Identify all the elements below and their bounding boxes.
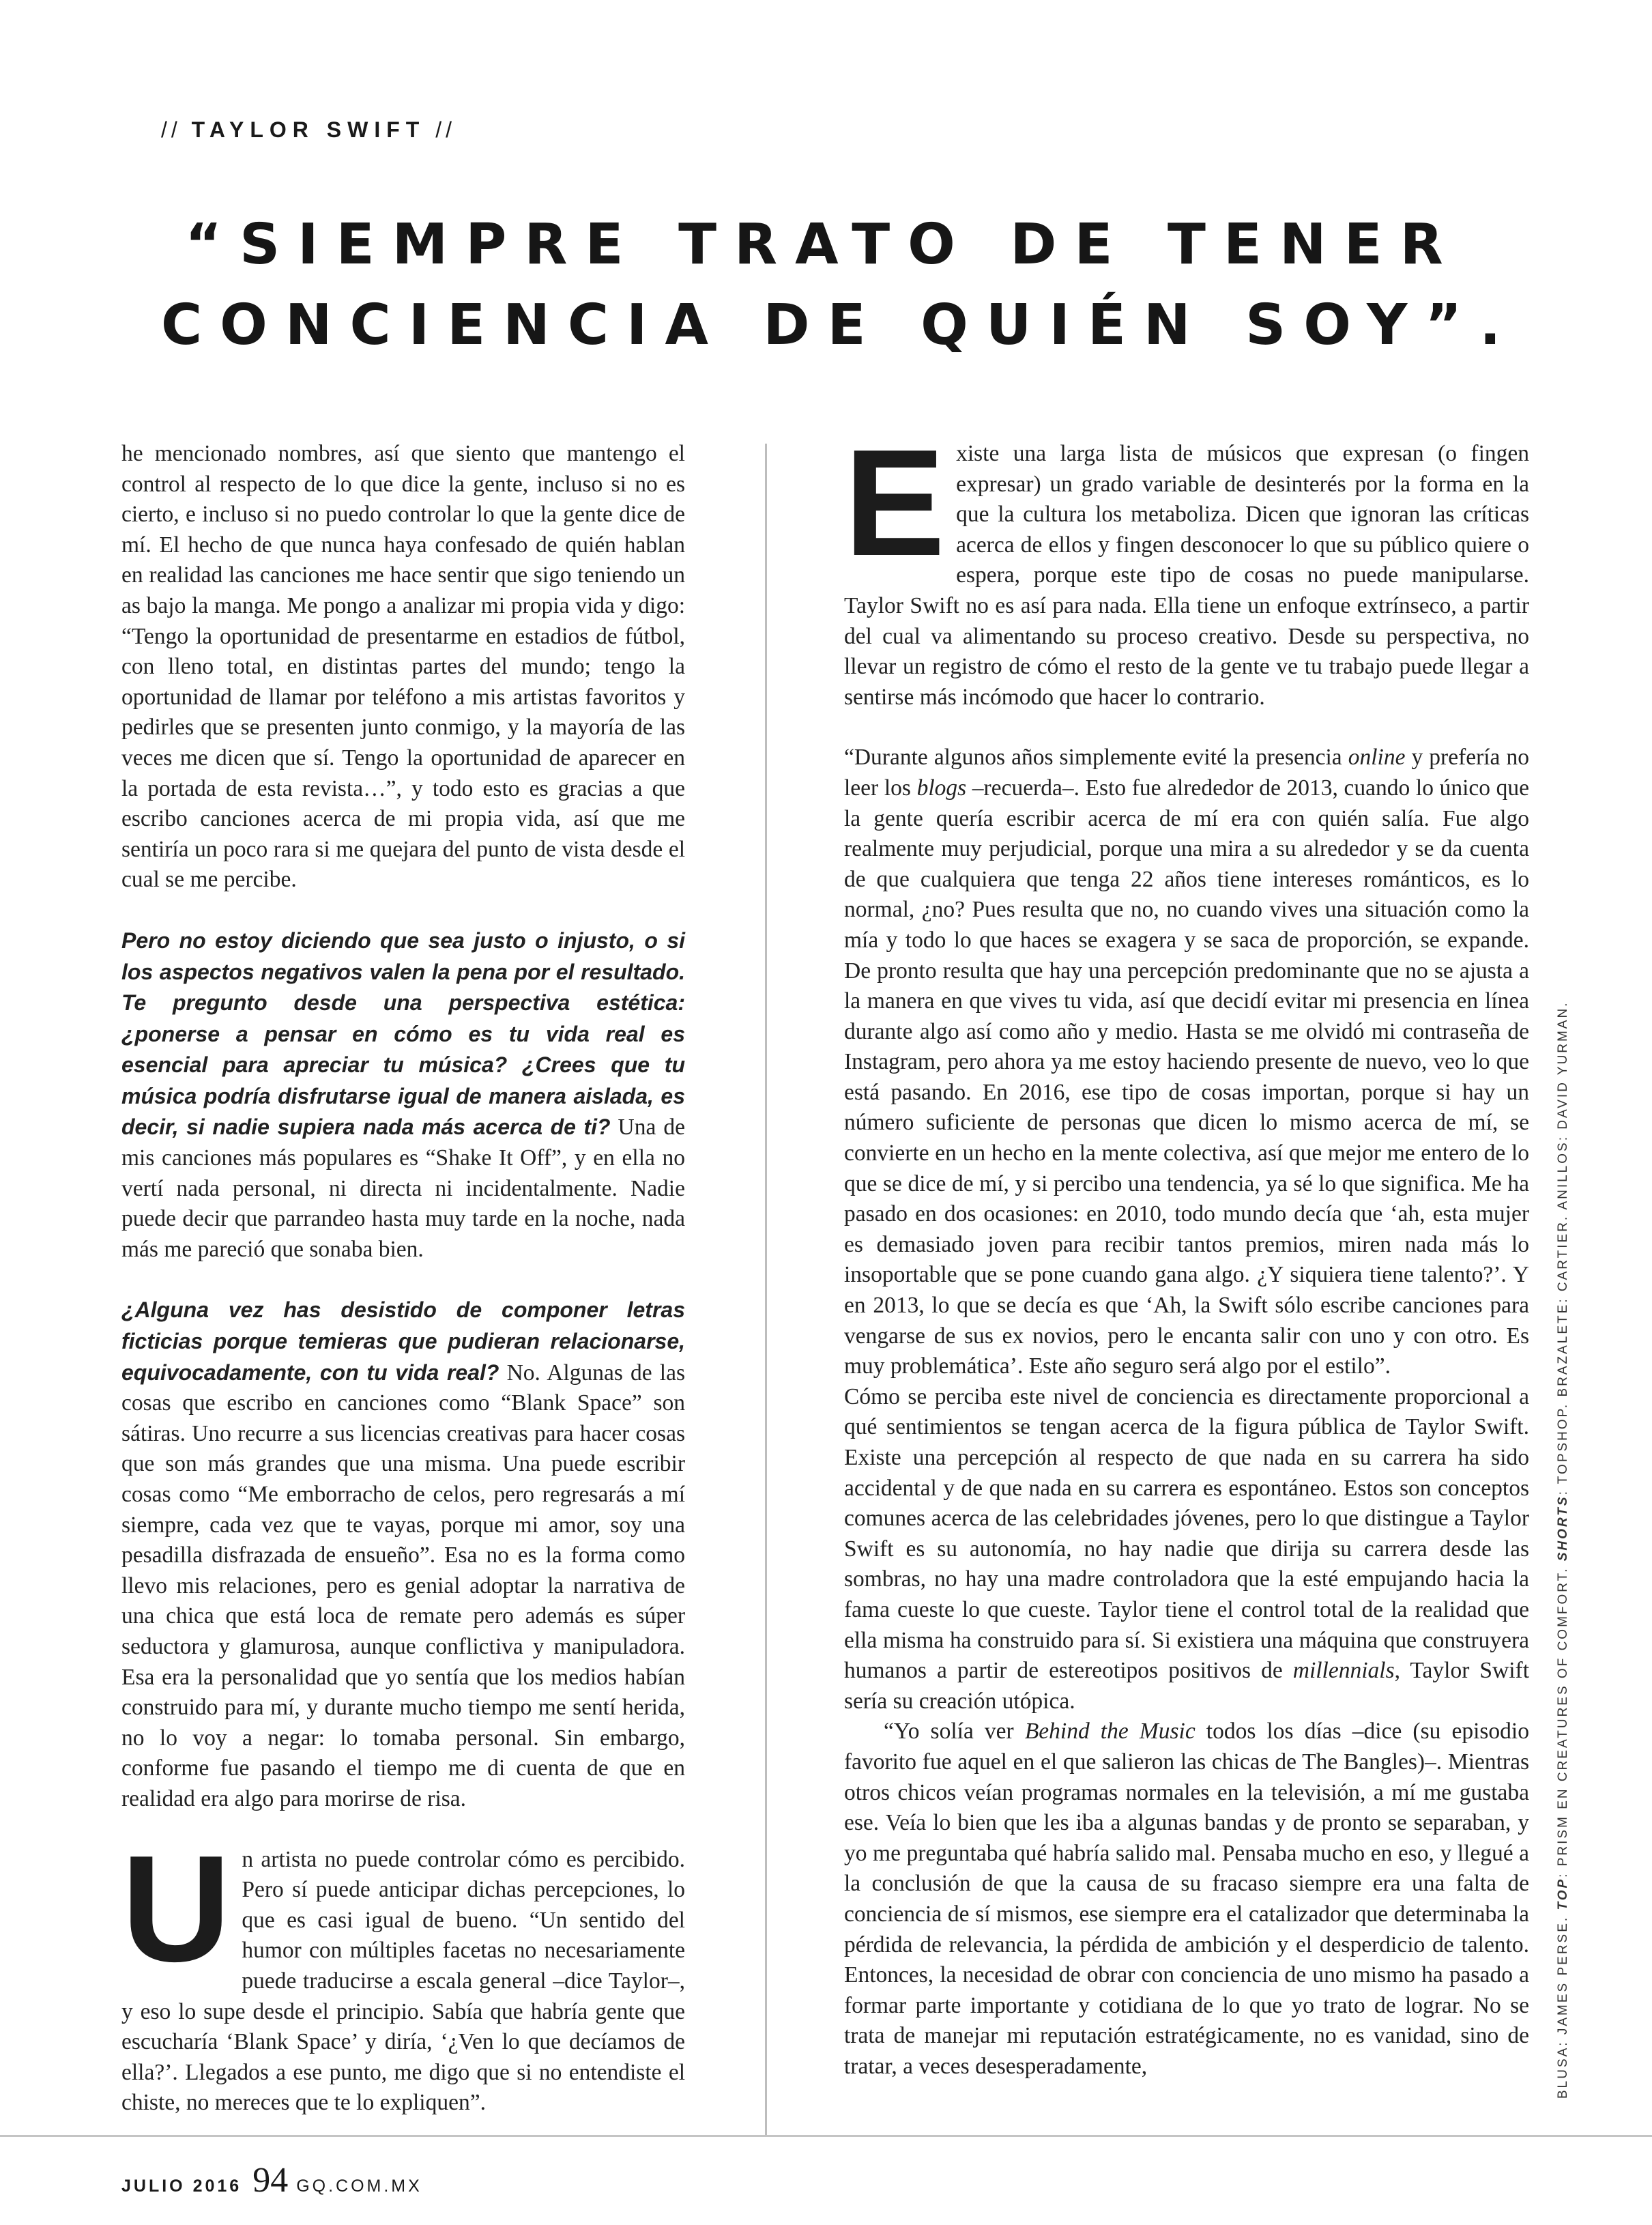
pull-quote-headline bbox=[161, 205, 1519, 366]
website-url: GQ.COM.MX bbox=[296, 2177, 422, 2196]
drop-cap: E bbox=[844, 418, 946, 588]
kicker-slashes-left: // bbox=[161, 117, 192, 142]
left-paragraph-4 bbox=[121, 1824, 685, 2119]
right-paragraph-3 bbox=[844, 1382, 1529, 1717]
text-run: –recuerda–. Esto fue alrededor de 2013, cuando lo único que la gente quería escribir acerca de mí era con quién salía. Fue algo realmente muy perjudicial, porque una mira a su alrededor y se da cuenta de que cualquiera que tenga 22 años tiene intereses románticos, es lo normal, ¿no? Pues resulta que no, no cuando vives una situación como la mía y todo lo que haces se exagera y se saca de proporción, se expande. De pronto resulta que hay una percepción predominante que no se ajusta a la manera en que vives tu vida, así que decidí evitar mi presencia en línea durante algo así como año y medio. Hasta se me olvidó mi contraseña de Instagram, pero ahora ya me estoy haciendo presente de nuevo, veo lo que está pasando. En 2016, ese tipo de cosas importan, porque si hay un número suficiente de personas que dicen lo mismo acerca de mí, se convierte en un hecho en la mente colectiva, así que mejor me entero de lo que se dice de mí, y si percibo una tendencia, ya sé lo que significa. Me ha pasado en dos ocasiones: en 2010, todo mundo decía que ‘ah, esta mujer es demasiado joven para recibir tantos premios, miren nada más lo insoportable que se pone cuando gana algo. ¿Y siquiera tiene talento?’. Y en 2013, lo que se decía es que ‘Ah, la Swift sólo escribe canciones para vengarse de sus ex novios, pero le encanta salir con uno y con otro. Es muy problemática’. Este año seguro será algo por el estilo”. bbox=[844, 775, 1530, 1379]
headline-line-2: CONCIENCIA DE QUIÉN SOY”. bbox=[161, 293, 1519, 358]
page-number: 94 bbox=[252, 2161, 289, 2200]
italic-term: Behind the Music bbox=[1024, 1719, 1195, 1745]
interview-answer: Una de mis canciones más populares es “Shake It Off”, y en ella no vertí nada personal, ni directa ni incidentalmente. Nadie puede decir que parrandeo hasta muy tarde en la noche, nada más me pareció que sonaba bien. bbox=[121, 1115, 686, 1262]
kicker-slashes-right: // bbox=[425, 117, 456, 142]
credit-text: : TOPSHOP. BRAZALETE: CARTIER. ANILLOS: DAVID YURMAN. bbox=[1556, 1001, 1570, 1495]
text-run: “Durante algunos años simplemente evité la presencia bbox=[844, 745, 1348, 771]
left-column bbox=[121, 439, 685, 2119]
right-column bbox=[844, 418, 1530, 2082]
credit-label: SHORTS bbox=[1556, 1495, 1570, 1562]
interview-question: Pero no estoy diciendo que sea justo o injusto, o si los aspectos negativos valen la pena por el resultado. Te pregunto desde una perspectiva estética: ¿ponerse a pensar en cómo es tu vida real es esencial para apreciar tu música? ¿Crees que tu música podría disfrutarse igual de manera aislada, es decir, si nadie supiera nada más acerca de ti? bbox=[121, 928, 685, 1140]
italic-term: millennials bbox=[1292, 1658, 1395, 1684]
section-kicker bbox=[161, 117, 456, 143]
footer-rule bbox=[0, 2135, 1652, 2137]
photo-credits bbox=[1556, 1001, 1571, 2099]
credit-text: BLUSA: JAMES PERSE. bbox=[1556, 1910, 1570, 2099]
text-run: , Taylor Swift sería su creación utópica. bbox=[844, 1658, 1529, 1714]
issue-date: JULIO 2016 bbox=[121, 2177, 242, 2196]
paragraph-text: n artista no puede controlar cómo es percibido. Pero sí puede anticipar dichas percepciones, lo que es casi igual de bueno. “Un sentido del humor con múltiples facetas no necesariamente puede traducirse a escala general –dice Taylor–, y eso lo supe desde el principio. Sabía que habría gente que escucharía ‘Blank Space’ y diría, ‘¿Ven lo que decíamos de ella?’. Llegados a ese punto, me digo que si no entendiste el chiste, no mereces que te lo expliquen”. bbox=[121, 1846, 685, 2116]
page-footer bbox=[121, 2160, 422, 2200]
text-run: “Yo solía ver bbox=[884, 1719, 1025, 1745]
right-paragraph-4 bbox=[844, 1717, 1529, 2082]
left-paragraph-1: he mencionado nombres, así que siento que mantengo el control al respecto de lo que dice la gente, incluso si no es cierto, e incluso si no puedo controlar lo que la gente dice de mí. El hecho de que nunca haya confesado de quién hablan en realidad las canciones me hace sentir que sigo teniendo un as bajo la manga. Me pongo a analizar mi propia vida y digo: “Tengo la oportunidad de presentarme en estadios de fútbol, con lleno total, en distintas partes del mundo; tengo la oportunidad de llamar por teléfono a mis artistas favoritos y pedirles que se presenten junto conmigo, y la mayoría de las veces me dicen que sí. Tengo la oportunidad de aparecer en la portada de esta revista…”, y todo esto es gracias a que escribo canciones acerca de mi propia vida, así que me sentiría un poco rara si me quejara del punto de vista desde el cual se me percibe. bbox=[121, 441, 685, 893]
right-paragraph-1 bbox=[844, 418, 1529, 713]
left-qa-3 bbox=[121, 1295, 685, 1814]
italic-term: blogs bbox=[916, 775, 967, 801]
left-qa-2 bbox=[121, 925, 685, 1265]
credit-label: TOP bbox=[1556, 1877, 1570, 1910]
paragraph-text: xiste una larga lista de músicos que expresan (o fingen expresar) un grado variable de desinterés por la forma en la que la cultura los metaboliza. Dicen que ignoran las críticas acerca de ellos y fingen desconocer lo que su público quiere o espera, porque este tipo de cosas no puede manipularse. Taylor Swift no es así para nada. Ella tiene un enfoque extrínseco, a partir del cual va alimentando su proceso creativo. Desde su perspectiva, no llevar un registro de cómo el resto de la gente ve tu trabajo puede llegar a sentirse más incómodo que hacer lo contrario. bbox=[844, 441, 1529, 710]
text-run: y prefería no leer los bbox=[844, 745, 1529, 801]
text-run: todos los días –dice (su episodio favorito fue aquel en el que salieron las chicas de The Bangles)–. Mientras otros chicos veían programas normales en la televisión, a mí me gustaba ese. Veía lo bien que les iba a algunas bandas y de pronto se separaban, y yo me preguntaba qué habría salido mal. Pensaba mucho en eso, y llegué a la conclusión de que la causa de su fracaso siempre era una falta de conciencia de sí mismos, ese siempre era el catalizador que determinaba la pérdida de relevancia, la pérdida de ambición y el desperdicio de talento. Entonces, la necesidad de obrar con conciencia de uno mismo ha pasado a formar parte importante y cotidiana de lo que yo trato de lograr. No se trata de manejar mi reputación estratégicamente, no es vanidad, sino de tratar, a veces desesperadamente, bbox=[844, 1719, 1529, 2079]
right-paragraph-2 bbox=[844, 743, 1529, 1381]
drop-cap: U bbox=[121, 1824, 231, 1994]
kicker-name: TAYLOR SWIFT bbox=[191, 117, 426, 142]
interview-question: ¿Alguna vez has desistido de componer letras ficticias porque temieras que pudieran relacionarse, equivocadamente, con tu vida real? bbox=[121, 1297, 685, 1385]
column-divider bbox=[765, 444, 767, 2136]
italic-term: online bbox=[1348, 745, 1406, 771]
text-run: Cómo se perciba este nivel de conciencia es directamente proporcional a qué sentimientos se tengan acerca de la figura pública de Taylor Swift. Existe una percepción al respecto de que nada en su carrera ha sido accidental y de que nada en su carrera es espontáneo. Estos son conceptos comunes acerca de las celebridades jóvenes, pero lo que distingue a Taylor Swift es su autonomía, no hay nadie que dirija su carrera desde las sombras, no hay una madre controladora que la esté empujando hacia la fama cueste lo que cueste. Taylor tiene el control total de la realidad que ella misma ha construido para sí. Si existiera una máquina que construyera humanos a partir de estereotipos positivos de bbox=[844, 1383, 1529, 1684]
headline-line-1: “SIEMPRE TRATO DE TENER bbox=[185, 212, 1461, 277]
credit-text: : PRISM EN CREATURES OF COMFORT. bbox=[1556, 1561, 1570, 1878]
interview-answer: No. Algunas de las cosas que escribo en canciones como “Blank Space” son sátiras. Uno recurre a sus licencias creativas para hacer cosas que son más grandes que una misma. Una puede escribir cosas como “Me emborracho de celos, pero regresarás a mí siempre, cada vez que te vayas, porque mi amor, soy una pesadilla disfrazada de ensueño”. Esa no es la forma como llevo mis relaciones, pero es genial adoptar la narrativa de una chica que está loca de remate pero además es súper seductora y glamurosa, aunque conflictiva y manipuladora. Esa era la personalidad que yo sentía que los medios habían construido para mí, y durante mucho tiempo me sentí herida, no lo voy a negar: lo tomaba personal. Sin embargo, conforme fue pasando el tiempo me di cuenta de que en realidad era algo para morirse de risa. bbox=[121, 1360, 685, 1811]
